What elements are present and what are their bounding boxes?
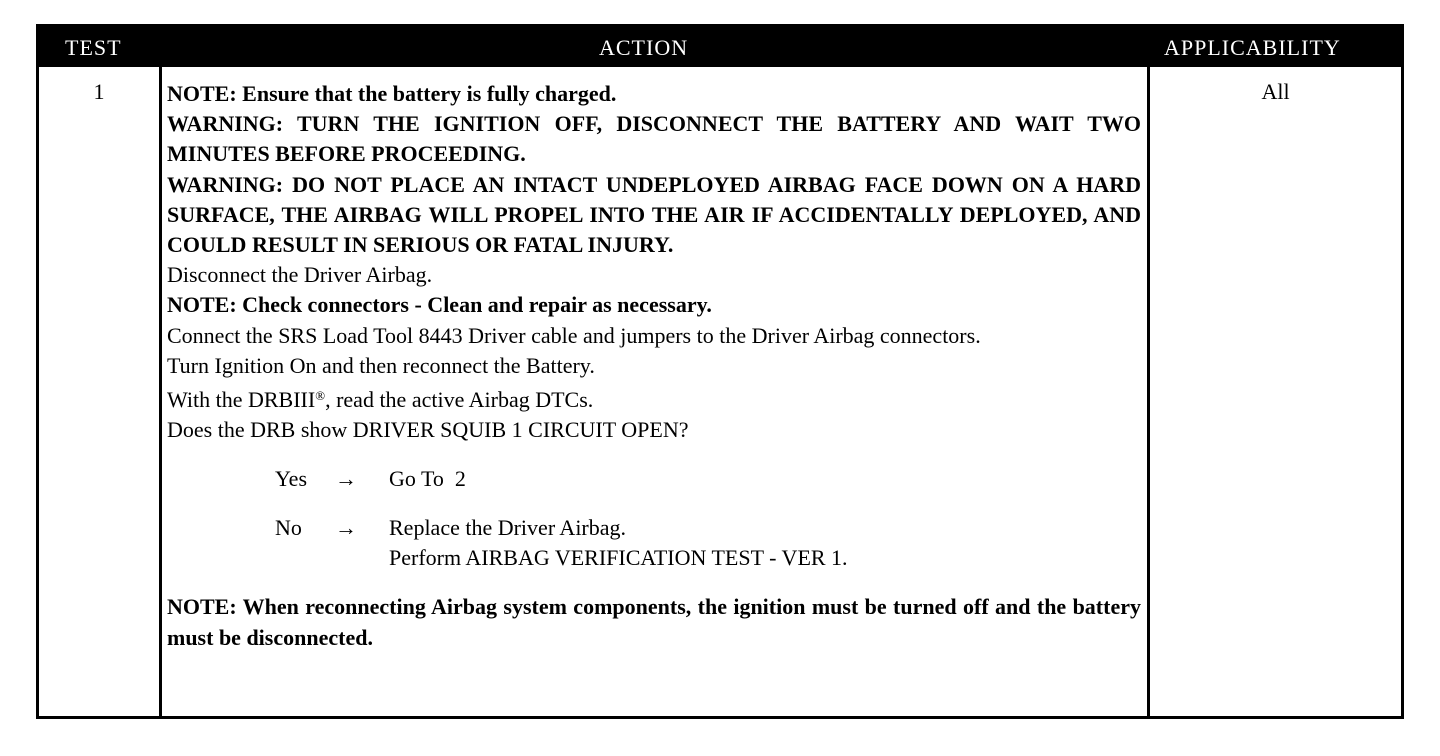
step-read-dtcs-text-end: , read the active Airbag DTCs. bbox=[325, 387, 594, 413]
no-label: No bbox=[275, 515, 302, 541]
branch-no-cont bbox=[167, 543, 1141, 573]
arrow-icon: → bbox=[335, 515, 357, 541]
warning-ignition-off: WARNING: TURN THE IGNITION OFF, DISCONNECT THE BATTERY AND WAIT TWO MINUTES BEFORE PROCEEDING. bbox=[167, 111, 1141, 167]
question-squib-open: Does the DRB show DRIVER SQUIB 1 CIRCUIT OPEN? bbox=[167, 417, 689, 443]
registered-mark: ® bbox=[315, 388, 326, 404]
test-column-header: TEST bbox=[65, 35, 122, 60]
column-divider-right bbox=[1147, 67, 1150, 716]
step-read-dtcs bbox=[167, 381, 1141, 415]
warning-airbag-face-down: WARNING: DO NOT PLACE AN INTACT UNDEPLOYED AIRBAG FACE DOWN ON A HARD SURFACE, THE AIRBAG WILL PROPEL INTO THE AIR IF ACCIDENTALLY DEPLOYED, AND COULD RESULT IN SERIOUS OR FATAL INJURY. bbox=[167, 171, 1141, 258]
arrow-icon: → bbox=[335, 466, 357, 492]
note-reconnecting: NOTE: When reconnecting Airbag system components, the ignition must be turned off and the battery must be disconnected. bbox=[167, 594, 1141, 650]
step-ignition-on: Turn Ignition On and then reconnect the Battery. bbox=[167, 352, 595, 378]
step-read-dtcs-text: With the DRBIII bbox=[167, 387, 316, 413]
step-disconnect-airbag: Disconnect the Driver Airbag. bbox=[167, 262, 433, 288]
test-number: 1 bbox=[93, 79, 105, 104]
yes-result: Go To 2 bbox=[389, 466, 466, 492]
applicability-value: All bbox=[1261, 79, 1290, 104]
action-cell bbox=[167, 79, 1141, 653]
branch-no bbox=[167, 513, 1141, 543]
branch-yes bbox=[167, 464, 1141, 494]
action-column-header: ACTION bbox=[599, 35, 689, 60]
step-connect-load-tool: Connect the SRS Load Tool 8443 Driver cable and jumpers to the Driver Airbag connectors. bbox=[167, 322, 981, 348]
no-result-1: Replace the Driver Airbag. bbox=[389, 515, 627, 541]
note-battery-charged: NOTE: Ensure that the battery is fully charged. bbox=[167, 81, 617, 106]
note-check-connectors: NOTE: Check connectors - Clean and repair as necessary. bbox=[167, 292, 712, 318]
yes-label: Yes bbox=[275, 466, 308, 492]
applicability-column-header: APPLICABILITY bbox=[1164, 35, 1341, 60]
diagnostic-table bbox=[36, 24, 1404, 719]
no-result-2: Perform AIRBAG VERIFICATION TEST - VER 1. bbox=[389, 545, 848, 571]
column-divider-left bbox=[159, 67, 162, 716]
table-header bbox=[39, 27, 1401, 67]
